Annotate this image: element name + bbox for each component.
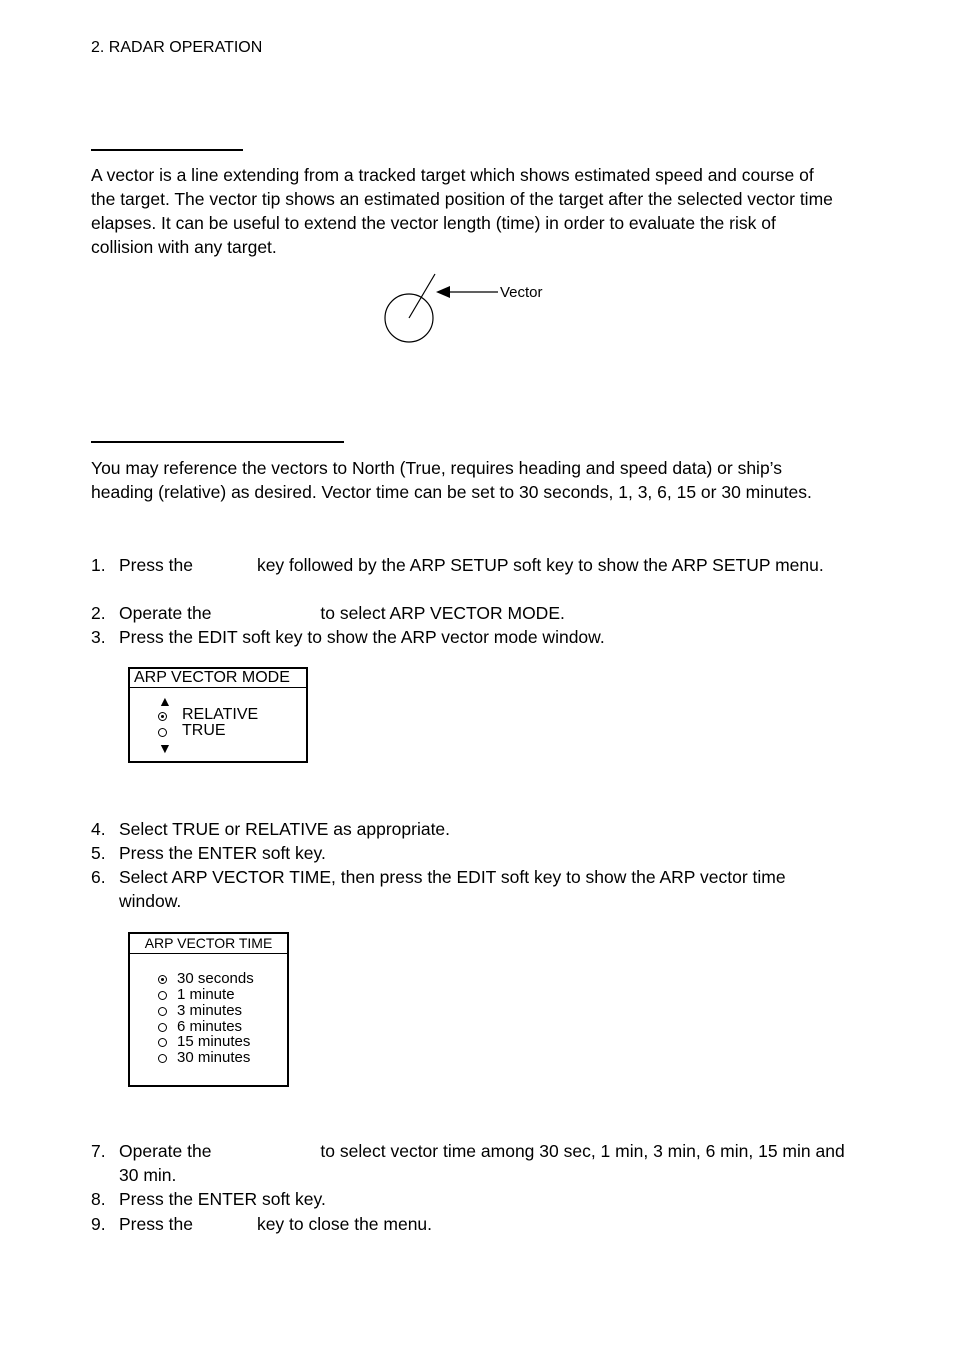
radio-empty-icon[interactable]	[158, 1038, 167, 1047]
step-7: 7. Operate the to select vector time among 30 sec, 1 min, 3 min, 6 min, 15 min and 30 min.	[91, 1141, 845, 1185]
step-3: 3. Press the EDIT soft key to show the ARP vector mode window.	[91, 627, 605, 647]
intro-paragraph: A vector is a line extending from a tracked target which shows estimated speed and course of the target. The vector tip shows an estimated position of the target after the selected vector time elapses. It can be useful to extend the vector length (time) in order to evaluate the risk of collision with any target.	[91, 165, 833, 257]
step-1-post: key followed by the ARP SETUP soft key to show the ARP SETUP menu.	[256, 555, 824, 575]
heading-rule-vector	[91, 149, 243, 151]
step-6: 6. Select ARP VECTOR TIME, then press the EDIT soft key to show the ARP vector time window.	[91, 867, 786, 911]
step-1: 1. Press the key followed by the ARP SETUP soft key to show the ARP SETUP menu.	[91, 555, 824, 575]
time-option-3-minutes[interactable]: 3 minutes	[177, 1002, 243, 1019]
section-header: 2. RADAR OPERATION	[91, 39, 263, 56]
step-9-post: key to close the menu.	[256, 1214, 433, 1234]
scroll-up-arrow-icon[interactable]: ▲	[158, 693, 172, 709]
step-7-pre: Operate the	[119, 1141, 212, 1161]
time-option-30-seconds[interactable]: 30 seconds	[177, 970, 254, 987]
time-option-15-minutes[interactable]: 15 minutes	[177, 1033, 251, 1050]
arp-vector-time-window	[128, 932, 289, 1087]
vector-figure	[370, 268, 510, 348]
radio-empty-icon[interactable]	[158, 728, 167, 737]
pointer-arrow-icon	[436, 286, 450, 298]
heading-rule-mode	[91, 441, 344, 443]
radio-empty-icon[interactable]	[158, 1054, 167, 1063]
mode-paragraph: You may reference the vectors to North (True, requires heading and speed data) or ship’s heading (relative) as desired. Vector time can be set to 30 seconds, 1, 3, 6, 15 or 30 minutes.	[91, 458, 812, 502]
scroll-down-arrow-icon[interactable]: ▼	[158, 740, 172, 756]
step-7-post: to select vector time among 30 sec, 1 min, 3 min, 6 min, 15 min and 30 min.	[119, 1141, 845, 1185]
step-8: 8. Press the ENTER soft key.	[91, 1189, 326, 1209]
mode-option-true[interactable]: TRUE	[182, 722, 226, 739]
radio-selected-icon[interactable]	[158, 975, 167, 984]
step-1-pre: Press the	[119, 555, 193, 575]
step-2-pre: Operate the	[119, 603, 212, 623]
time-option-30-minutes[interactable]: 30 minutes	[177, 1049, 251, 1066]
arp-vector-mode-window	[128, 667, 308, 763]
mode-window-title: ARP VECTOR MODE	[130, 669, 306, 688]
step-2-post: to select ARP VECTOR MODE.	[320, 603, 565, 623]
radio-empty-icon[interactable]	[158, 991, 167, 1000]
mode-option-relative[interactable]: RELATIVE	[182, 706, 259, 723]
step-4: 4. Select TRUE or RELATIVE as appropriate.	[91, 819, 451, 839]
time-option-1-minute[interactable]: 1 minute	[177, 986, 235, 1003]
step-5: 5. Press the ENTER soft key.	[91, 843, 326, 863]
step-2: 2. Operate the to select ARP VECTOR MODE.	[91, 603, 565, 623]
radio-empty-icon[interactable]	[158, 1023, 167, 1032]
radio-selected-icon[interactable]	[158, 712, 167, 721]
step-9: 9. Press the key to close the menu.	[91, 1214, 433, 1234]
radio-empty-icon[interactable]	[158, 1007, 167, 1016]
vector-label: Vector	[500, 284, 543, 301]
step-9-pre: Press the	[119, 1214, 193, 1234]
vector-line	[409, 274, 435, 318]
time-option-6-minutes[interactable]: 6 minutes	[177, 1018, 243, 1035]
time-window-title: ARP VECTOR TIME	[130, 934, 287, 954]
